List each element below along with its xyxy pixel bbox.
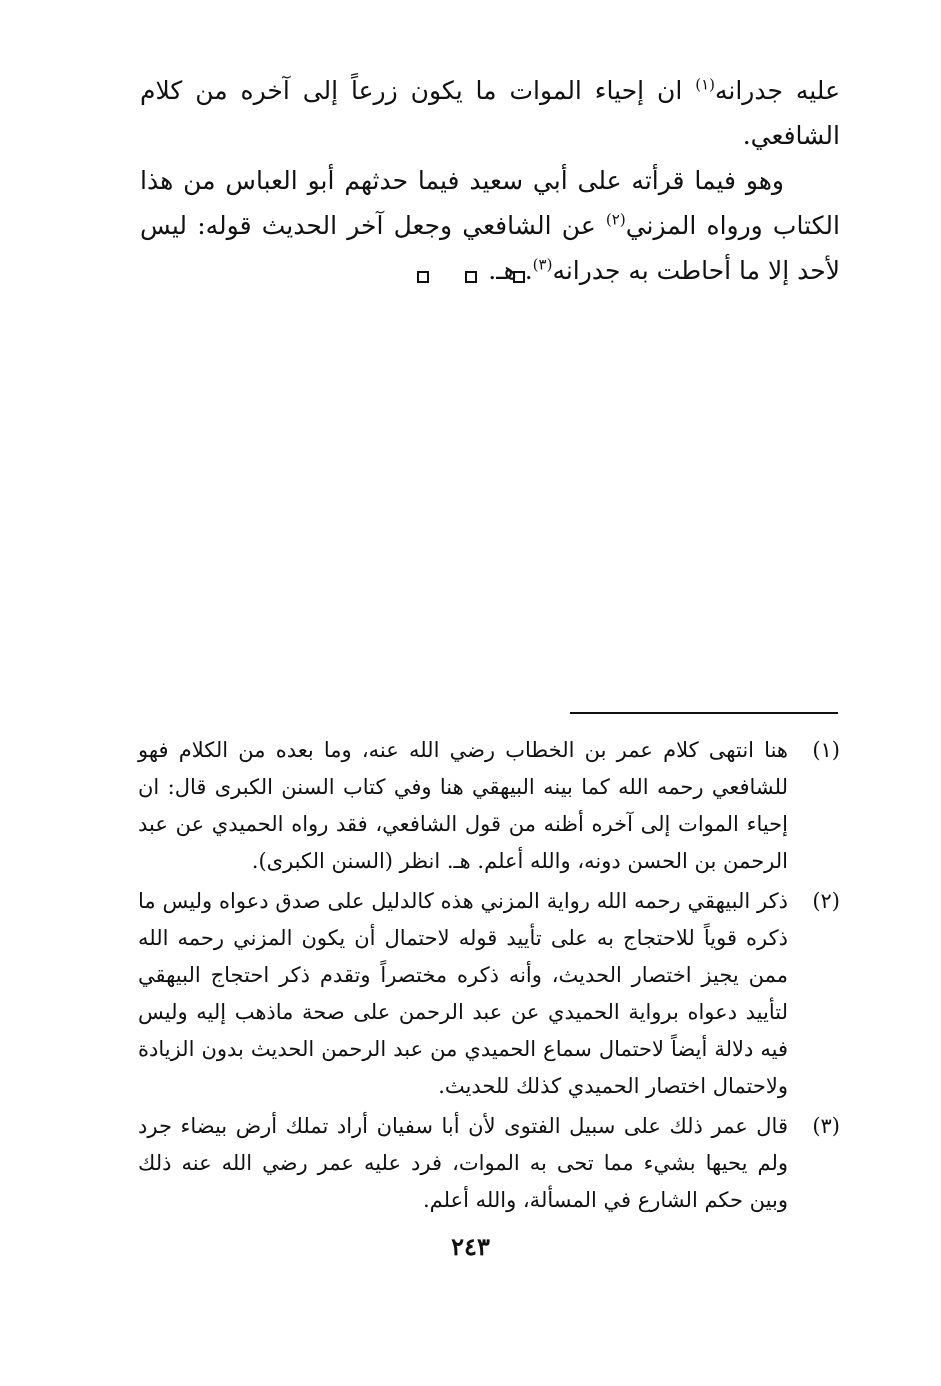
- footnote-ref-1[interactable]: (١): [695, 75, 715, 94]
- paragraph-2-text-a: وهو فيما قرأته على أبي سعيد فيما حدثهم أبو العباس من هذا الكتاب ورواه المزني: [140, 166, 840, 240]
- footnote-2: [138, 883, 840, 1105]
- footnote-number: (٢): [812, 889, 840, 913]
- footnote-number: (١): [812, 738, 840, 762]
- main-paragraph-1: [140, 68, 840, 158]
- paragraph-2-text-b: عن الشافعي وجعل آخر الحديث قوله: ليس لأحد إلا ما أحاطت به جدرانه: [140, 211, 840, 285]
- footnote-text: هنا انتهى كلام عمر بن الخطاب رضي الله عنه، وما بعده من الكلام فهو للشافعي رحمه الله كما بينه البيهقي هنا وفي كتاب السنن الكبرى قال: ان إحياء الموات إلى آخره أظنه من قول الشافعي، فقد رواه الحميدي عن عبد الرحمن بن الحسن دونه، والله أعلم. هـ. انظر (السنن الكبرى).: [138, 738, 788, 873]
- footnote-ref-3[interactable]: (٣): [532, 255, 553, 274]
- footnote-3: [138, 1108, 840, 1219]
- square-ornament-icon: [465, 271, 477, 283]
- footnote-divider: [570, 712, 838, 714]
- square-ornament-icon: [513, 271, 525, 283]
- square-ornament-icon: [417, 271, 429, 283]
- main-text: [140, 68, 840, 293]
- section-separator: [0, 271, 941, 283]
- footnote-1: [138, 732, 840, 880]
- footnote-text: ذكر البيهقي رحمه الله رواية المزني هذه كالدليل على صدق دعواه وليس ما ذكره قوياً للاحتجاج به على تأييد قوله لاحتمال أن يكون المزني رحمه الله ممن يجيز اختصار الحديث، وأنه ذكره مختصراً وتقدم ذكر احتجاج البيهقي لتأييد دعواه برواية الحميدي عن عبد الرحمن على صحة ماذهب إليه وليس فيه دلالة أيضاً لاحتمال سماع الحميدي من عبد الرحمن الحديث بدون الزيادة ولاحتمال اختصار الحميدي كذلك للحديث.: [138, 889, 788, 1098]
- footnote-number: (٣): [812, 1114, 840, 1138]
- paragraph-2-text-c: . هـ.: [488, 256, 533, 285]
- page-number: ٢٤٣: [451, 1232, 490, 1261]
- footnotes-section: [138, 732, 840, 1222]
- paragraph-1-text-a: عليه جدرانه: [715, 76, 841, 105]
- paragraph-1-text-b: ان إحياء الموات ما يكون زرعاً إلى آخره من كلام الشافعي.: [140, 76, 840, 150]
- footnote-ref-2[interactable]: (٢): [605, 210, 626, 229]
- footnote-text: قال عمر ذلك على سبيل الفتوى لأن أبا سفيان أراد تملك أرض بيضاء جرد ولم يحيها بشيء مما تحى به الموات، فرد عليه عمر رضي الله عنه ذلك وبين حكم الشارع في المسألة، والله أعلم.: [138, 1114, 788, 1212]
